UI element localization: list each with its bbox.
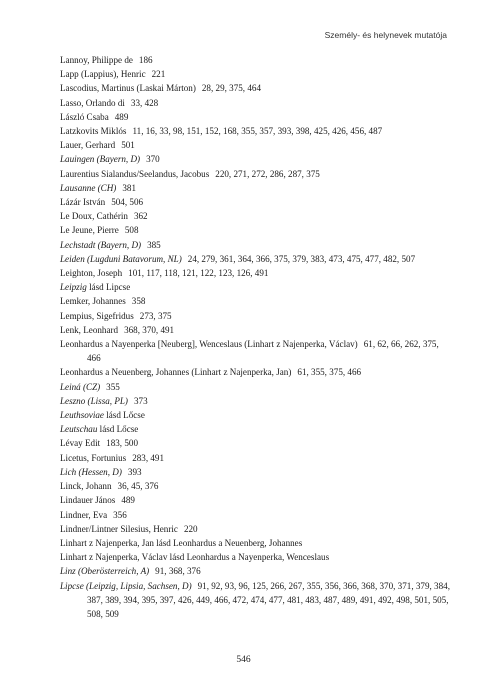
index-entry bbox=[60, 522, 452, 536]
index-entry bbox=[60, 223, 452, 237]
entry-see-reference: lásd Lőcse bbox=[99, 424, 139, 435]
entry-pages: 501 bbox=[121, 140, 135, 151]
entry-pages: 33, 428 bbox=[130, 97, 159, 108]
entry-pages: 186 bbox=[138, 55, 153, 65]
entry-name: Lasso, Orlando di bbox=[60, 97, 125, 108]
entry-name: Lindner/Lintner Silesius, Henric bbox=[60, 523, 178, 534]
entry-name: Linck, Johann bbox=[60, 481, 112, 492]
index-entry bbox=[60, 323, 452, 337]
index-entry bbox=[60, 138, 452, 152]
entry-pages: 24, 279, 361, 364, 366, 375, 379, 383, 473, 475, 477, 482, 507 bbox=[187, 253, 416, 264]
entry-name: Lázár István bbox=[60, 197, 106, 208]
entry-name: Linhart z Najenperka, Václav lásd Leonhardus a Nayenperka, Wenceslaus bbox=[60, 552, 330, 563]
entry-name: Lindner, Eva bbox=[60, 509, 108, 520]
entry-pages: 61, 355, 375, 466 bbox=[297, 367, 362, 378]
entry-name: Laurentius Sialandus/Seelandus, Jacobus bbox=[60, 168, 210, 179]
entry-pages: 220, 271, 272, 286, 287, 375 bbox=[215, 168, 320, 179]
entry-name: Lévay Edit bbox=[60, 438, 101, 449]
entry-pages: 36, 45, 376 bbox=[117, 481, 159, 492]
entry-pages: 356 bbox=[113, 509, 127, 520]
entry-pages: 358 bbox=[131, 296, 146, 307]
entry-name: Latzkovits Miklós bbox=[60, 126, 127, 137]
entry-name: Lannoy, Philippe de bbox=[60, 55, 133, 65]
entry-pages: 273, 375 bbox=[139, 310, 172, 321]
entry-name: Linz (Oberösterreich, A) bbox=[60, 566, 150, 577]
entry-name: Leiná (CZ) bbox=[60, 381, 101, 392]
index-entry bbox=[60, 508, 452, 522]
entry-pages: 283, 491 bbox=[132, 452, 165, 463]
entry-name: Linhart z Najenperka, Jan lásd Leonhardus a Neuenberg, Johannes bbox=[60, 537, 303, 548]
index-entry bbox=[60, 394, 452, 408]
index-entry bbox=[60, 181, 452, 195]
entry-pages: 385 bbox=[147, 239, 161, 250]
index-entry bbox=[60, 67, 452, 81]
entry-name: Lechstadt (Bayern, D) bbox=[60, 239, 142, 250]
index-entry bbox=[60, 380, 452, 394]
index-entry bbox=[60, 195, 452, 209]
entry-name: Lauingen (Bayern, D) bbox=[60, 154, 141, 165]
entry-name: Lipcse (Leipzig, Lipsia, Sachsen, D) bbox=[60, 580, 192, 591]
entry-name: Le Doux, Cathérin bbox=[60, 211, 128, 222]
entry-pages: 373 bbox=[133, 395, 148, 406]
index-entry bbox=[60, 124, 452, 138]
entry-pages: 101, 117, 118, 121, 122, 123, 126, 491 bbox=[128, 268, 269, 279]
entry-pages: 221 bbox=[151, 69, 166, 80]
entry-pages: 508 bbox=[124, 225, 139, 236]
entry-name: Lempius, Sigefridus bbox=[60, 310, 134, 321]
entry-name: Lenk, Leonhard bbox=[60, 324, 119, 335]
index-entry bbox=[60, 238, 452, 252]
entry-name: Lich (Hessen, D) bbox=[60, 466, 122, 477]
entry-pages: 362 bbox=[133, 211, 148, 222]
entry-pages: 489 bbox=[121, 495, 135, 506]
entry-pages: 489 bbox=[114, 111, 129, 122]
entry-pages: 28, 29, 375, 464 bbox=[201, 83, 261, 94]
entry-pages: 393 bbox=[127, 466, 142, 477]
index-entry bbox=[60, 579, 452, 622]
index-entry bbox=[60, 493, 452, 507]
index-entry bbox=[60, 337, 452, 365]
entry-name: Leipzig bbox=[60, 282, 87, 293]
index-entry bbox=[60, 167, 452, 181]
entry-name: Leiden (Lugduni Batavorum, NL) bbox=[60, 253, 182, 264]
index-entry bbox=[60, 408, 452, 422]
index-list bbox=[60, 53, 452, 621]
index-entry bbox=[60, 451, 452, 465]
entry-name: Lapp (Lappius), Henric bbox=[60, 69, 146, 80]
index-entry bbox=[60, 53, 452, 67]
entry-name: Leszno (Lissa, PL) bbox=[60, 395, 128, 406]
index-entry bbox=[60, 564, 452, 578]
entry-name: Leutschau bbox=[60, 424, 98, 435]
index-entry bbox=[60, 209, 452, 223]
index-entry bbox=[60, 81, 452, 95]
entry-name: Lindauer János bbox=[60, 495, 116, 506]
entry-pages: 220 bbox=[183, 523, 198, 534]
entry-pages: 381 bbox=[122, 182, 136, 193]
entry-name: Leighton, Joseph bbox=[60, 268, 123, 279]
index-entry bbox=[60, 309, 452, 323]
entry-pages: 91, 92, 93, 96, 125, 266, 267, 355, 356, 366, 368, 370, 371, 379, 384, 387, 389, 394, 395, 397, 426, 449, 466, 472, 474, 477, 481, 483, 487, 489, 491, 492, 498, 501, 505, 508, 509 bbox=[87, 580, 450, 619]
index-entry bbox=[60, 465, 452, 479]
index-entry bbox=[60, 536, 452, 550]
index-entry bbox=[60, 479, 452, 493]
entry-name: Lemker, Johannes bbox=[60, 296, 126, 307]
entry-pages: 368, 370, 491 bbox=[124, 324, 175, 335]
entry-pages: 370 bbox=[146, 154, 160, 165]
index-entry bbox=[60, 152, 452, 166]
entry-name: Leonhardus a Nayenperka [Neuberg], Wenceslaus (Linhart z Najenperka, Václav) bbox=[60, 339, 358, 350]
entry-name: László Csaba bbox=[60, 111, 109, 122]
entry-name: Leuthsoviae bbox=[60, 410, 104, 421]
entry-pages: 11, 16, 33, 98, 151, 152, 168, 355, 357, 393, 398, 425, 426, 456, 487 bbox=[132, 126, 383, 137]
entry-pages: 504, 506 bbox=[111, 197, 144, 208]
entry-name: Lausanne (CH) bbox=[60, 182, 117, 193]
entry-name: Lascodius, Martinus (Laskai Márton) bbox=[60, 83, 196, 94]
index-entry bbox=[60, 436, 452, 450]
entry-name: Licetus, Fortunius bbox=[60, 452, 127, 463]
index-entry bbox=[60, 550, 452, 564]
page-number: 546 bbox=[236, 655, 251, 665]
index-entry bbox=[60, 294, 452, 308]
index-entry bbox=[60, 280, 452, 294]
entry-pages: 355 bbox=[106, 381, 120, 392]
index-entry bbox=[60, 110, 452, 124]
entry-see-reference: lásd Lipcse bbox=[89, 282, 131, 293]
entry-name: Le Jeune, Pierre bbox=[60, 225, 119, 236]
index-entry bbox=[60, 266, 452, 280]
entry-pages: 183, 500 bbox=[106, 438, 138, 449]
entry-pages: 61, 62, 66, 262, 375, 466 bbox=[87, 339, 439, 364]
index-entry bbox=[60, 96, 452, 110]
entry-name: Lauer, Gerhard bbox=[60, 140, 116, 151]
index-entry bbox=[60, 422, 452, 436]
index-entry bbox=[60, 365, 452, 379]
entry-name: Leonhardus a Neuenberg, Johannes (Linhart z Najenperka, Jan) bbox=[60, 367, 292, 378]
entry-pages: 91, 368, 376 bbox=[155, 566, 201, 577]
index-entry bbox=[60, 252, 452, 266]
running-header: Személy- és helynevek mutatója bbox=[324, 30, 447, 40]
entry-see-reference: lásd Lőcse bbox=[106, 410, 145, 421]
